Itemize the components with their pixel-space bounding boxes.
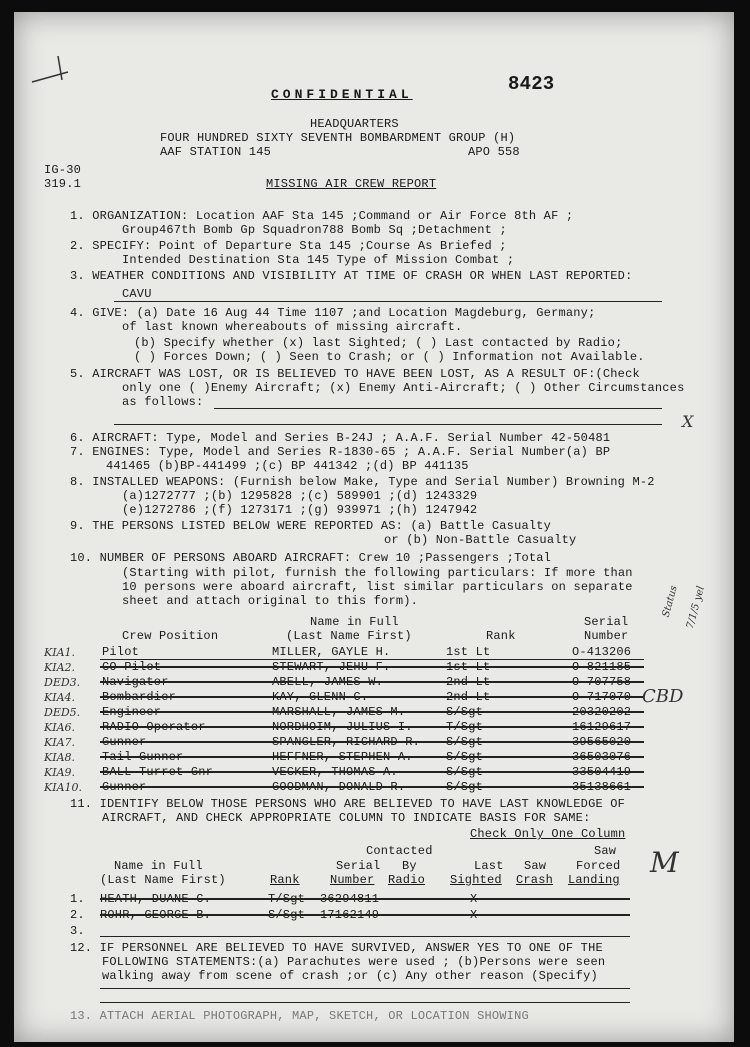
item-2-destination: Intended Destination Sta 145 Type of Mission Combat ; [122, 253, 515, 267]
margin-initials-m: M [650, 846, 679, 879]
crew-header-name-2: (Last Name First) [286, 629, 412, 643]
file-ref-2: 319.1 [44, 177, 82, 191]
item-12-survived: 12. IF PERSONNEL ARE BELIEVED TO HAVE SURVIVED, ANSWER YES TO ONE OF THE [70, 941, 603, 955]
item-10-instructions-2: 10 persons were aboard aircraft, list similar particulars on separate [122, 580, 633, 594]
row-strike [100, 696, 644, 698]
pen-scribble-icon [28, 50, 78, 90]
item-1-group: Group467th Bomb Gp Squadron788 Bomb Sq ;Detachment ; [122, 223, 507, 237]
item-4-whereabouts: of last known whereabouts of missing aircraft. [122, 320, 463, 334]
row-strike [100, 666, 644, 668]
item-6-aircraft: 6. AIRCRAFT: Type, Model and Series B-24J ; A.A.F. Serial Number 42-50481 [70, 431, 611, 445]
witness-header-sighted: Sighted [450, 873, 502, 887]
witness-header-serial-2: Number [330, 873, 375, 887]
item-13-attach: 13. ATTACH AERIAL PHOTOGRAPH, MAP, SKETCH, OR LOCATION SHOWING [70, 1009, 529, 1023]
witness-no: 1. [70, 892, 85, 906]
item-10-instructions-3: sheet and attach original to this form). [122, 594, 419, 608]
item-5-lost: 5. AIRCRAFT WAS LOST, OR IS BELIEVED TO HAVE BEEN LOST, AS A RESULT OF:(Check [70, 367, 640, 381]
item-3-value: CAVU [122, 287, 152, 301]
crew-header-serial-2: Number [584, 629, 629, 643]
item-4-date: 4. GIVE: (a) Date 16 Aug 44 Time 1107 ;and Location Magdeburg, Germany; [70, 306, 596, 320]
item-10-number: 10. NUMBER OF PERSONS ABOARD AIRCRAFT: Crew 10 ;Passengers ;Total [70, 551, 552, 565]
witness-header-serial-1: Serial [336, 859, 381, 873]
margin-note-status: Status [660, 584, 680, 619]
crew-status: DED3. [44, 676, 81, 689]
witness-header-crash: Crash [516, 873, 554, 887]
witness-header-name-2: (Last Name First) [100, 873, 226, 887]
item-10-instructions-1: (Starting with pilot, furnish the following particulars: If more than [122, 566, 633, 580]
witness-no: 2. [70, 908, 85, 922]
item-5-line-1 [214, 408, 662, 409]
classification-header: CONFIDENTIAL [271, 87, 413, 102]
item-12-line-1 [100, 988, 630, 989]
witness-header-rank: Rank [270, 873, 300, 887]
crew-name: MILLER, GAYLE H. [272, 645, 391, 659]
witness-header-saw-crash: Saw [524, 859, 547, 873]
row-strike [100, 771, 644, 773]
item-12-walking: walking away from scene of crash ;or (c) Any other reason (Specify) [102, 969, 598, 983]
weather-line [114, 301, 662, 302]
row-strike [100, 681, 644, 683]
item-9-persons: 9. THE PERSONS LISTED BELOW WERE REPORTED AS: (a) Battle Casualty [70, 519, 552, 533]
witness-header-last: Last [474, 859, 504, 873]
group-heading: FOUR HUNDRED SIXTY SEVENTH BOMBARDMENT GROUP (H) [160, 131, 516, 145]
document-page [14, 12, 734, 1042]
witness-header-contacted: Contacted [366, 844, 433, 858]
crew-rank: 1st Lt [446, 645, 491, 659]
margin-note-date: 7/1/5 yel [684, 584, 707, 631]
row-strike [100, 726, 644, 728]
crew-header-serial-1: Serial [584, 615, 629, 629]
witness-header-radio: Radio [388, 873, 426, 887]
row-strike [100, 786, 644, 788]
item-8-weapons: 8. INSTALLED WEAPONS: (Furnish below Make, Type and Serial Number) Browning M-2 [70, 475, 655, 489]
margin-initials-cbd: CBD [642, 686, 684, 707]
crew-status: KIA2. [44, 661, 76, 674]
witness-header-landing: Landing [568, 873, 620, 887]
crew-header-rank: Rank [486, 629, 516, 643]
item-7-engines: 7. ENGINES: Type, Model and Series R-1830-65 ; A.A.F. Serial Number(a) BP [70, 445, 611, 459]
crew-header-position: Crew Position [122, 629, 219, 643]
row-strike [100, 756, 644, 758]
report-title: MISSING AIR CREW REPORT [266, 177, 437, 191]
crew-status: KIA4. [44, 691, 76, 704]
row-strike [100, 898, 630, 900]
crew-status: KIA7. [44, 736, 76, 749]
item-4-specify: (b) Specify whether (x) last Sighted; ( ) Last contacted by Radio; [134, 336, 623, 350]
crew-status: DED5. [44, 706, 81, 719]
item-11-check: AIRCRAFT, AND CHECK APPROPRIATE COLUMN TO INDICATE BASIS FOR SAME: [102, 811, 591, 825]
item-7-serials: 441465 (b)BP-441499 ;(c) BP 441342 ;(d) BP 441135 [106, 459, 469, 473]
item-8-serials-a: (a)1272777 ;(b) 1295828 ;(c) 589901 ;(d) 1243329 [122, 489, 478, 503]
apo: APO 558 [468, 145, 520, 159]
item-12-line-2 [100, 1002, 630, 1003]
item-9-non-battle: or (b) Non-Battle Casualty [384, 533, 577, 547]
item-3-weather: 3. WEATHER CONDITIONS AND VISIBILITY AT TIME OF CRASH OR WHEN LAST REPORTED: [70, 269, 633, 283]
row-strike [100, 711, 644, 713]
witness-header-name-1: Name in Full [114, 859, 203, 873]
witness-no: 3. [70, 924, 85, 938]
crew-status: KIA10. [44, 781, 83, 794]
item-11-identify: 11. IDENTIFY BELOW THOSE PERSONS WHO ARE BELIEVED TO HAVE LAST KNOWLEDGE OF [70, 797, 626, 811]
row-strike [100, 741, 644, 743]
item-5-line-2 [114, 424, 662, 425]
witness-header-saw: Saw [594, 844, 617, 858]
row-line [100, 936, 630, 937]
crew-serial: O-413206 [572, 645, 632, 659]
crew-status: KIA9. [44, 766, 76, 779]
hq-heading: HEADQUARTERS [310, 117, 399, 131]
crew-status: KIA6. [44, 721, 76, 734]
item-12-statements: FOLLOWING STATEMENTS:(a) Parachutes were used ; (b)Persons were seen [102, 955, 606, 969]
item-4-forces: ( ) Forces Down; ( ) Seen to Crash; or ( ) Information not Available. [134, 350, 645, 364]
witness-header-forced: Forced [576, 859, 621, 873]
row-strike [100, 914, 630, 916]
item-11-check-only: Check Only One Column [470, 827, 626, 841]
witness-header-by: By [402, 859, 417, 873]
item-5-follows: as follows: [122, 395, 204, 409]
crew-position: Pilot [102, 645, 140, 659]
document-number: 8423 [508, 73, 555, 95]
item-2-specify: 2. SPECIFY: Point of Departure Sta 145 ;Course As Briefed ; [70, 239, 507, 253]
file-ref-1: IG-30 [44, 163, 82, 177]
item-5-cause: only one ( )Enemy Aircraft; (x) Enemy Anti-Aircraft; ( ) Other Circumstances [122, 381, 685, 395]
crew-header-name-1: Name in Full [310, 615, 399, 629]
item-8-serials-e: (e)1272786 ;(f) 1273171 ;(g) 939971 ;(h) 1247942 [122, 503, 478, 517]
item-1-organization: 1. ORGANIZATION: Location AAF Sta 145 ;Command or Air Force 8th AF ; [70, 209, 574, 223]
crew-status: KIA1. [44, 646, 76, 659]
margin-x-mark: X [682, 412, 694, 431]
crew-status: KIA8. [44, 751, 76, 764]
station: AAF STATION 145 [160, 145, 272, 159]
